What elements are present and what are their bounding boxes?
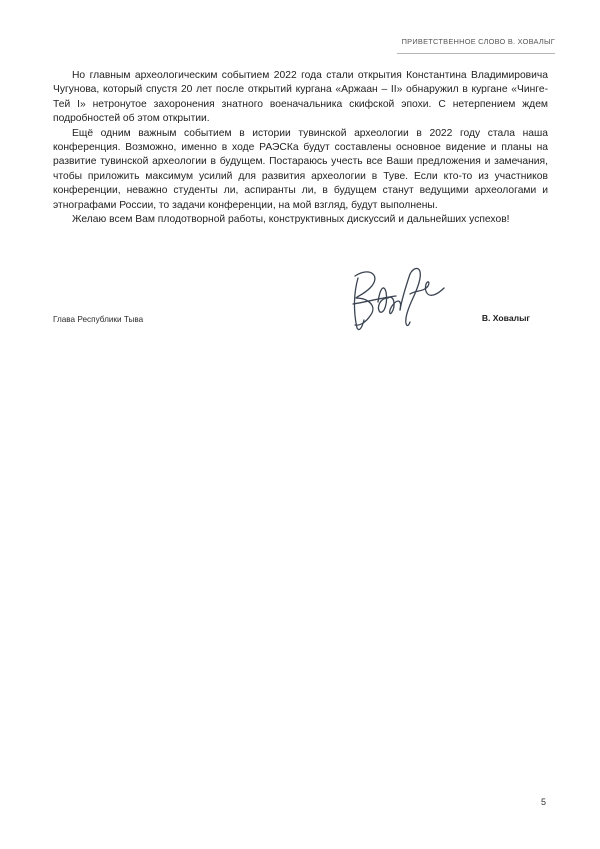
letter-body [53, 69, 548, 227]
paragraph-3: Желаю всем Вам плодотворной работы, конструктивных дискуссий и дальнейших успехов! [72, 214, 510, 226]
paragraph-2: Ещё одним важным событием в истории тувинской археологии в 2022 году стала наша конференция. Возможно, именно в ходе РАЭСКа будут составлены основное видение и планы на развитие тувинской археологии в будущем. Постараюсь учесть все Ваши предложения и замечания, чтобы приложить максимум усилий для развития археологии в Туве. Если кто-то из участников конференции, неважно студенты ли, аспиранты ли, в будущем станут ведущими археологами и этнографами России, то задачи конференции, на мой взгляд, будут выполнены. [53, 127, 548, 211]
running-header-title: ПРИВЕТСТВЕННОЕ СЛОВО В. ХОВАЛЫГ [401, 37, 555, 46]
signatory-position: Глава Республики Тыва [53, 315, 144, 324]
signature-block [53, 258, 548, 348]
page-number: 5 [540, 797, 546, 807]
handwritten-signature-icon [344, 258, 449, 338]
paragraph-1: Но главным археологическим событием 2022 года стали открытия Константина Владимировича Чугунова, который спустя 20 лет после открытий кургана «Аржаан – II» обнаружил в кургане «Чинге-Тей I» нетронутое захоронения знатного военачальника скифской эпохи. С нетерпением ждем подробностей об этом открытии. [53, 70, 548, 125]
header-divider [397, 53, 555, 54]
signatory-name: В. Ховалыг [481, 313, 530, 323]
